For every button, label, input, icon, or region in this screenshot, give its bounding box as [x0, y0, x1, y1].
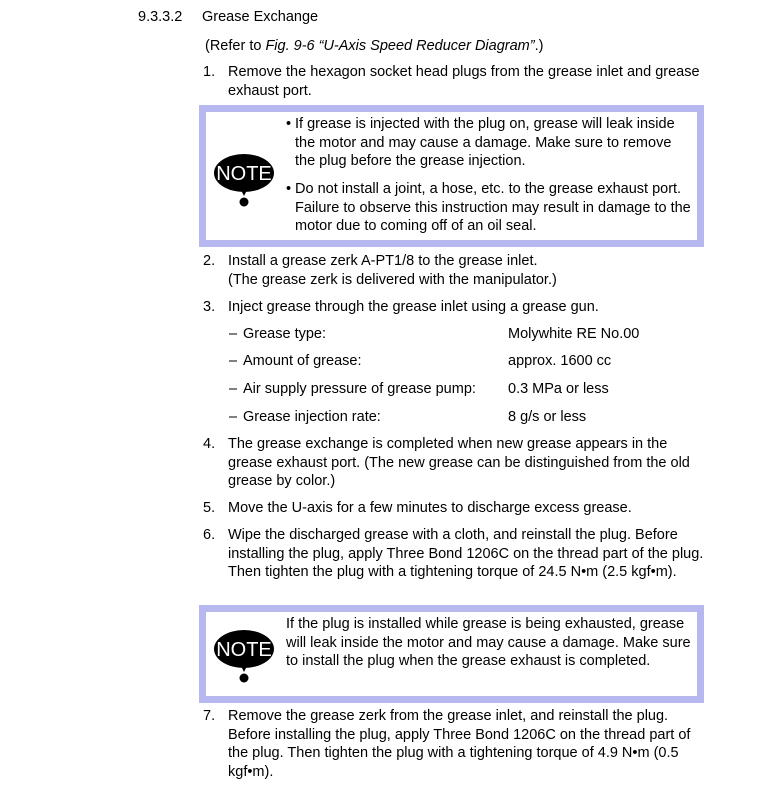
spec-label: Amount of grease: [243, 353, 362, 369]
step-3 [203, 298, 723, 318]
spec-label: Air supply pressure of grease pump: [243, 381, 476, 397]
step-number: 4. [203, 436, 216, 452]
spec-label: Grease injection rate: [243, 409, 381, 425]
note-box-2 [199, 605, 704, 703]
spec-row-injection-rate: – Grease injection rate: 8 g/s or less [229, 409, 587, 425]
step-4 [203, 435, 723, 493]
step-text: Wipe the discharged grease with a cloth, and reinstall the plug. Before installing the plug, apply Three Bond 1206C on the thread part of the plug. Then tighten the plug with a tightening torque of 24.5 N•m (2.5 kgf•m). [228, 527, 704, 580]
step-number: 6. [203, 527, 216, 543]
step-2 [203, 252, 723, 292]
note-icon [212, 628, 276, 684]
figure-reference: (Refer to Fig. 9-6 “U-Axis Speed Reducer Diagram”.) [205, 38, 544, 54]
note-icon-label: NOTE [216, 639, 272, 661]
step-number: 5. [203, 500, 216, 516]
step-1 [203, 63, 723, 103]
step-6 [203, 526, 723, 602]
step-text: Move the U-axis for a few minutes to discharge excess grease. [228, 500, 632, 516]
step-number: 1. [203, 64, 216, 80]
step-text: Install a grease zerk A-PT1/8 to the grease inlet. (The grease zerk is delivered with the manipulator.) [228, 253, 557, 288]
spec-value: Molywhite RE No.00 [508, 326, 640, 342]
spec-value: 8 g/s or less [508, 409, 587, 425]
step-7 [203, 707, 723, 783]
spec-row-grease-type: – Grease type: Molywhite RE No.00 [229, 326, 640, 342]
step-number: 7. [203, 708, 216, 724]
note-text: If the plug is installed while grease is being exhausted, grease will leak inside the motor and may cause a damage. Make sure to install the plug when the grease exhaust is completed. [286, 616, 691, 669]
step-number: 3. [203, 299, 216, 315]
section-number: 9.3.3.2 [138, 9, 183, 25]
section-title: Grease Exchange [202, 9, 319, 25]
step-5 [203, 499, 723, 519]
figure-reference-link: Fig. 9-6 “U-Axis Speed Reducer Diagram” [265, 38, 535, 54]
step-text: Inject grease through the grease inlet using a grease gun. [228, 299, 599, 315]
note-icon-label: NOTE [216, 163, 272, 185]
spec-value: approx. 1600 cc [508, 353, 612, 369]
step-number: 2. [203, 253, 216, 269]
step-text: The grease exchange is completed when new grease appears in the grease exhaust port. (The new grease can be distinguished from the old grease by color.) [228, 436, 690, 489]
step-text: Remove the hexagon socket head plugs from the grease inlet and grease exhaust port. [228, 64, 700, 99]
spec-row-amount: – Amount of grease: approx. 1600 cc [229, 353, 612, 369]
spec-value: 0.3 MPa or less [508, 381, 609, 397]
spec-row-pressure: – Air supply pressure of grease pump: 0.3 MPa or less [229, 381, 609, 397]
spec-label: Grease type: [243, 326, 327, 342]
note-box-1: NOTE • If grease is injected with the plug on, grease will leak inside the motor and may cause a damage. Make sure to remove the plug before the grease injection. • Do not install a joint, a hose, etc. to the grease exhaust port. Failure to observe this instruction may result in damage to the motor due to coming off of an oil seal. [199, 105, 704, 247]
step-text: Remove the grease zerk from the grease inlet, and reinstall the plug. Before installing the plug, apply Three Bond 1206C on the thread part of the plug. Then tighten the plug with a tightening torque of 4.9 N•m (0.5 kgf•m). [228, 708, 691, 780]
note-icon [212, 152, 276, 208]
